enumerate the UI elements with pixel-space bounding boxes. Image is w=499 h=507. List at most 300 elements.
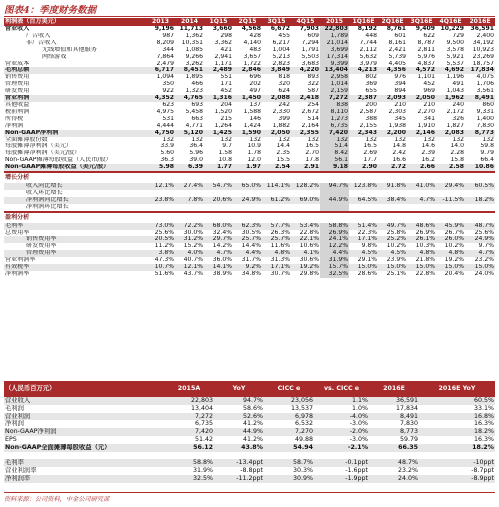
cell-value: 24.9% xyxy=(233,197,262,204)
cell-value: 48.6% xyxy=(407,223,436,230)
cell-value: 132 xyxy=(249,136,261,143)
cell-value: 2.90 xyxy=(349,164,378,172)
cell-value: 2,270 xyxy=(417,108,435,115)
header-period: 4Q15 xyxy=(291,18,320,26)
cell-value: 146 xyxy=(249,115,261,122)
cell-value: 204 xyxy=(220,101,232,108)
table-row xyxy=(4,40,495,47)
cell-value: 3,561 xyxy=(476,88,494,95)
cell-value xyxy=(407,204,436,212)
header-period: 2Q15 xyxy=(233,18,262,26)
cell-value: 31.7% xyxy=(241,257,261,264)
summary-cell-value: 94.7% xyxy=(214,397,264,405)
cell-value: 2,343 xyxy=(349,130,378,137)
table-row xyxy=(4,230,495,237)
cell-value: 4,692 xyxy=(436,67,465,74)
cell-value: 20.4% xyxy=(444,271,464,277)
cell-value: 4.4% xyxy=(233,250,262,257)
cell-value: 2,418 xyxy=(291,95,320,102)
summary-cell-value xyxy=(164,452,214,460)
cell-value: 132 xyxy=(278,136,290,143)
cell-value: 25.6% xyxy=(474,229,494,236)
cell-value: 51.4% xyxy=(349,223,378,230)
cell-value: 13,404 xyxy=(320,67,349,74)
summary-row-label: 营业收入 xyxy=(4,397,164,405)
summary-cell-value: 30.9% xyxy=(264,475,314,483)
summary-cell-value: 32.5% xyxy=(164,475,214,483)
cell-value: 1,520 xyxy=(214,108,232,115)
header-period: 2Q16E xyxy=(378,18,407,26)
cell-value: 2,355 xyxy=(291,130,320,137)
cell-value: 7.8% xyxy=(175,197,204,204)
cell-value: 91.8% xyxy=(378,183,407,190)
summary-cell-value: 52.6% xyxy=(214,413,264,421)
cell-value: 9.7 xyxy=(222,143,232,150)
cell-value: 655 xyxy=(365,88,377,95)
header-period: 2014 xyxy=(175,18,204,26)
cell-value: 9,500 xyxy=(446,39,464,46)
summary-cell-value: -1.9ppt xyxy=(314,475,369,483)
cell-value: 7,903 xyxy=(299,26,319,32)
cell-value: 1,400 xyxy=(476,115,494,122)
cell-value: 21,014 xyxy=(320,40,349,47)
cell-value: 497 xyxy=(249,88,261,95)
cell-value: 3,699 xyxy=(320,47,349,54)
cell-value: 922 xyxy=(162,88,174,95)
cell-value: 5,503 xyxy=(301,53,319,60)
cell-value: 12.1% xyxy=(175,264,204,271)
cell-value: 210 xyxy=(394,101,406,108)
cell-value: 1,450 xyxy=(233,95,262,102)
table-row xyxy=(4,54,495,61)
summary-cell-value: 13,404 xyxy=(190,404,213,412)
cell-value: 696 xyxy=(249,74,261,81)
cell-value: 6,217 xyxy=(272,39,290,46)
section-heading-row xyxy=(4,212,495,223)
table-header-row xyxy=(4,18,495,26)
row-label: 营业利润率 xyxy=(5,257,36,264)
summary-cell-value: 30.3% xyxy=(292,467,313,475)
cell-value: 10,229 xyxy=(440,26,464,32)
cell-value: 19.2% xyxy=(444,257,464,264)
cell-value: 4,771 xyxy=(185,122,203,129)
cell-value: 36.4 xyxy=(189,143,203,150)
table-row xyxy=(4,81,495,88)
cell-value: 8,773 xyxy=(465,130,495,137)
row-label: 全面摊薄股份数 xyxy=(5,136,48,143)
cell-value xyxy=(436,190,465,197)
summary-cell-value: 18.2% xyxy=(419,428,495,436)
table-row xyxy=(4,190,495,197)
row-label: 网络游戏 xyxy=(42,53,67,60)
row-label: 有效税率 xyxy=(4,264,146,271)
summary-cell-value: -4.0% xyxy=(314,413,369,421)
cell-value: 11,713 xyxy=(179,26,203,32)
header-period: 1Q16E xyxy=(349,18,378,26)
cell-value: 15.0% xyxy=(407,264,436,271)
cell-value: 15.0% xyxy=(436,264,465,271)
summary-cell-value: 18.2% xyxy=(419,444,495,452)
cell-value: 3,660 xyxy=(212,26,232,32)
summary-cell-value: -2.1% xyxy=(314,444,369,452)
cell-value: 4.4% xyxy=(320,250,349,257)
cell-value: 1,043 xyxy=(446,88,464,95)
cell-value xyxy=(291,204,320,212)
cell-value xyxy=(320,204,349,212)
cell-value: 114.1% xyxy=(262,183,291,190)
summary-cell-value: 41.2% xyxy=(242,420,263,428)
summary-cell-value: 41.2% xyxy=(242,435,263,443)
cell-value: 514 xyxy=(307,115,319,122)
cell-value: 6,717 xyxy=(146,67,175,74)
cell-value: 51.4 xyxy=(320,143,349,150)
cell-value: 2.66 xyxy=(407,164,436,172)
summary-row xyxy=(4,452,495,460)
cell-value: 2.35 xyxy=(276,150,290,157)
cell-value xyxy=(349,204,378,212)
summary-cell-value: 7,270 xyxy=(264,428,314,436)
summary-cell-value: 24.0% xyxy=(369,475,419,483)
table-row xyxy=(4,243,495,250)
cell-value: 2,387 xyxy=(349,95,378,102)
cell-value: 11.6% xyxy=(270,243,290,250)
cell-value: 23.9% xyxy=(386,257,406,264)
summary-row xyxy=(4,428,495,436)
cell-value: 2,088 xyxy=(262,95,291,102)
table-row xyxy=(4,164,495,172)
cell-value: 622 xyxy=(423,32,435,39)
cell-value: 1,316 xyxy=(204,95,233,102)
cell-value xyxy=(378,190,407,197)
cell-value: 987 xyxy=(162,32,174,39)
cell-value: 3,657 xyxy=(243,53,261,60)
summary-header-col: 2015A xyxy=(164,381,214,397)
cell-value xyxy=(233,190,262,197)
cell-value: 1,791 xyxy=(301,46,319,53)
cell-value: 15.0% xyxy=(378,264,407,271)
summary-cell-value: 59.79 xyxy=(399,435,418,443)
cell-value: 58.8% xyxy=(320,223,349,230)
summary-cell-value: 7,272 xyxy=(164,413,214,421)
cell-value xyxy=(349,190,378,197)
cell-value: 6,735 xyxy=(320,123,349,130)
row-label: 收入环比增长 xyxy=(26,189,63,196)
cell-value: 2.39 xyxy=(421,150,435,157)
source-note: 资料来源：公司资料，中金公司研究部 xyxy=(4,496,110,503)
cell-value: 551 xyxy=(220,74,232,81)
cell-value: 2,672 xyxy=(301,108,319,115)
cell-value: 5,976 xyxy=(417,53,435,60)
cell-value: 29.1% xyxy=(357,257,377,264)
cell-value: 4.0% xyxy=(175,250,204,257)
cell-value: 24.0% xyxy=(474,271,494,277)
cell-value: 132 xyxy=(191,136,203,143)
page-title: 图表4：季度财务数据 xyxy=(4,5,97,16)
cell-value: 7,420 xyxy=(320,130,349,137)
summary-cell-value: -10ppt xyxy=(419,459,495,467)
summary-cell-value xyxy=(264,452,314,460)
cell-value: 15.0% xyxy=(465,264,495,271)
cell-value: 200 xyxy=(365,101,377,108)
cell-value: 14.4 xyxy=(276,143,290,150)
cell-value: 9.2% xyxy=(233,264,262,271)
summary-header-row xyxy=(4,381,495,397)
title-rule xyxy=(4,16,495,17)
cell-value: 1,588 xyxy=(243,108,261,115)
cell-value: 45.9% xyxy=(436,223,465,230)
cell-value: 11.2% xyxy=(154,243,174,250)
table-row xyxy=(4,271,495,278)
table-row xyxy=(4,67,495,74)
row-label: 营业利润 xyxy=(4,95,146,102)
cell-value: 623 xyxy=(162,101,174,108)
summary-cell-value: -8.8ppt xyxy=(240,467,263,475)
cell-value xyxy=(436,204,465,212)
summary-row xyxy=(4,420,495,428)
cell-value: 4.7% xyxy=(407,197,436,204)
row-label: 税前利润 xyxy=(5,108,30,115)
cell-value: 2,846 xyxy=(233,67,262,74)
cell-value xyxy=(407,190,436,197)
summary-cell-value: 8,773 xyxy=(369,428,419,436)
cell-value xyxy=(204,190,233,197)
section-heading-row xyxy=(4,172,495,183)
cell-value: 29.7% xyxy=(204,236,233,243)
cell-value: 12.2% xyxy=(320,243,349,250)
cell-value: 1,962 xyxy=(436,95,465,102)
table-row xyxy=(4,88,495,95)
cell-value: 242 xyxy=(278,101,290,108)
cell-value: 5,632 xyxy=(359,53,377,60)
cell-value: 68.0% xyxy=(204,223,233,230)
cell-value: 24.1% xyxy=(320,236,349,243)
cell-value: 23.8% xyxy=(146,197,175,204)
cell-value: 7,272 xyxy=(320,95,349,102)
cell-value: 14.1% xyxy=(204,264,233,271)
cell-value: 56.1 xyxy=(320,157,349,164)
summary-row xyxy=(4,475,495,483)
cell-value: 38.4% xyxy=(378,197,407,204)
cell-value: 9,266 xyxy=(185,53,203,60)
cell-value: 1,273 xyxy=(320,116,349,123)
table-row xyxy=(4,33,495,40)
cell-value: 9.18 xyxy=(320,164,349,172)
cell-value: 8,192 xyxy=(357,26,377,32)
summary-cell-value: 43.8% xyxy=(214,444,264,452)
cell-value: 2.72 xyxy=(378,164,407,172)
cell-value: 394 xyxy=(394,81,406,88)
annual-summary-table xyxy=(4,381,495,483)
row-label: 每股摊薄净利润（美元） xyxy=(5,143,73,150)
summary-cell-value: 16.3% xyxy=(473,435,494,443)
cell-value: 132 xyxy=(423,136,435,143)
cell-value: 10.2% xyxy=(386,243,406,250)
cell-value: 24.9% xyxy=(465,236,495,243)
cell-value: 94.7% xyxy=(320,183,349,190)
cell-value: 31.9% xyxy=(320,257,349,264)
cell-value: 5.96 xyxy=(189,150,203,157)
cell-value: 14.0 xyxy=(450,143,464,150)
row-label: 收入同比增长 xyxy=(4,183,146,190)
cell-value: 132 xyxy=(307,136,319,143)
cell-value: 132 xyxy=(365,136,377,143)
summary-cell-value: 22,803 xyxy=(164,397,214,405)
cell-value: 2,587 xyxy=(359,108,377,115)
cell-value: 34,192 xyxy=(472,39,494,46)
summary-cell-value: 58.6% xyxy=(242,404,263,412)
cell-value: 17,834 xyxy=(465,67,495,74)
summary-row-label: Non-GAAP净利润 xyxy=(4,428,164,436)
cell-value: 51.6% xyxy=(154,271,174,277)
cell-value xyxy=(204,204,233,212)
table-row xyxy=(4,95,495,102)
cell-value: 9,409 xyxy=(415,26,435,32)
summary-cell-value xyxy=(214,452,264,460)
cell-value: 36.0% xyxy=(212,257,232,264)
header-period: 2015 xyxy=(320,18,349,26)
table-row xyxy=(4,183,495,190)
cell-value: 1,590 xyxy=(233,130,262,137)
summary-header-col: CICC e xyxy=(264,381,314,397)
quarterly-financial-table xyxy=(4,18,495,278)
summary-cell-value: 48.7% xyxy=(369,459,419,467)
table-row xyxy=(4,223,495,230)
cell-value: 8.42 xyxy=(320,150,349,157)
cell-value: 22.8% xyxy=(415,271,435,277)
table-row xyxy=(4,150,495,157)
row-label: 总费用率 xyxy=(5,229,30,236)
row-label: Non-GAAP摊薄每股收益（人民币/股） xyxy=(5,157,112,164)
row-label: 研发费用率 xyxy=(26,243,57,250)
cell-value: 3.8% xyxy=(146,250,175,257)
cell-value: 29.8% xyxy=(299,271,319,277)
cell-value: 26.7% xyxy=(444,229,464,236)
table-row xyxy=(4,116,495,123)
cell-value: 53.4% xyxy=(291,223,320,230)
cell-value: 16.5 xyxy=(305,143,319,150)
cell-value: 9.8% xyxy=(361,243,377,250)
cell-value: 3,683 xyxy=(301,60,319,67)
cell-value: 202 xyxy=(249,81,261,88)
cell-value: 860 xyxy=(482,101,494,108)
cell-value: 12.1% xyxy=(146,183,175,190)
row-label: 毛利率 xyxy=(4,223,146,230)
cell-value: 4,356 xyxy=(378,67,407,74)
cell-value: 4,213 xyxy=(349,67,378,74)
cell-value: 2.69 xyxy=(363,150,377,157)
table-row xyxy=(4,47,495,54)
table-row xyxy=(4,250,495,257)
cell-value: 4.1% xyxy=(291,250,320,257)
cell-value: 1,323 xyxy=(185,88,203,95)
summary-cell-value xyxy=(314,452,369,460)
cell-value: 7,864 xyxy=(156,53,174,60)
cell-value: 2.91 xyxy=(291,164,320,172)
cell-value: 240 xyxy=(452,101,464,108)
summary-row-label: EPS xyxy=(5,435,17,443)
cell-value: 5,537 xyxy=(446,60,464,67)
cell-value: 428 xyxy=(249,32,261,39)
cell-value: 10.6% xyxy=(299,243,319,250)
cell-value: 609 xyxy=(307,32,319,39)
row-label: 净利润率 xyxy=(5,271,30,277)
cell-value: 17.8 xyxy=(305,157,319,164)
cell-value: 18,757 xyxy=(472,60,494,67)
table-row xyxy=(4,123,495,130)
cell-value: 48.7% xyxy=(465,223,495,230)
row-label: 销售费用 xyxy=(5,74,30,81)
cell-value: 8,787 xyxy=(417,39,435,46)
cell-value: 4,837 xyxy=(417,60,435,67)
summary-cell-value: 23.2% xyxy=(397,467,418,475)
cell-value: 16.2 xyxy=(421,157,435,164)
cell-value: 26.9% xyxy=(320,230,349,237)
cell-value: 30.5% xyxy=(241,229,261,236)
cell-value: 26.3% xyxy=(270,229,290,236)
table-row xyxy=(4,130,495,137)
cell-value: 9,399 xyxy=(320,61,349,68)
summary-cell-value: -3.0% xyxy=(349,420,368,428)
summary-cell-value: 60.5% xyxy=(419,397,495,405)
cell-value: 65.0% xyxy=(233,183,262,190)
cell-value: 15.7% xyxy=(320,264,349,271)
cell-value: 369 xyxy=(365,81,377,88)
cell-value: 448 xyxy=(365,32,377,39)
summary-cell-value xyxy=(419,452,495,460)
summary-cell-value: 58.8% xyxy=(164,459,214,467)
cell-value: 5,458 xyxy=(185,108,203,115)
summary-cell-value: 54.94 xyxy=(264,444,314,452)
cell-value: 31.2% xyxy=(175,236,204,243)
cell-value: 47.3% xyxy=(154,257,174,264)
cell-value: 10.2% xyxy=(444,243,464,250)
cell-value: 399 xyxy=(278,115,290,122)
header-label: 利润表（百万美元） xyxy=(4,18,146,26)
cell-value: 123.8% xyxy=(349,183,378,190)
summary-cell-value: -3.0% xyxy=(349,435,368,443)
cell-value: 15.5 xyxy=(276,157,290,164)
cell-value: 8,451 xyxy=(175,67,204,74)
cell-value: 587 xyxy=(307,88,319,95)
cell-value: 26.1% xyxy=(407,236,436,243)
cell-value: 66.4 xyxy=(480,157,494,164)
cell-value: 2,489 xyxy=(204,67,233,74)
cell-value: 663 xyxy=(191,115,203,122)
header-period: 3Q15 xyxy=(262,18,291,26)
cell-value: 2.42 xyxy=(392,150,406,157)
cell-value: 10.8 xyxy=(218,157,232,164)
cell-value: 2,050 xyxy=(262,130,291,137)
cell-value xyxy=(146,190,175,197)
cell-value: 4.5% xyxy=(349,250,378,257)
cell-value: 39.0 xyxy=(189,157,203,164)
summary-cell-value: -0.1ppt xyxy=(314,459,369,467)
cell-value: 14.8 xyxy=(392,143,406,150)
cell-value: 33.9 xyxy=(160,143,174,150)
cell-value: 25.7% xyxy=(262,236,291,243)
row-label: 其他收益 xyxy=(5,101,30,108)
cell-value: 2,093 xyxy=(378,95,407,102)
cell-value: 61.2% xyxy=(262,197,291,204)
cell-value: 30.6% xyxy=(299,257,319,264)
cell-value: 601 xyxy=(394,32,406,39)
cell-value: 14.6 xyxy=(421,143,435,150)
cell-value: 1.97 xyxy=(233,164,262,172)
cell-value: 3,362 xyxy=(214,39,232,46)
cell-value: 9,331 xyxy=(476,108,494,115)
row-label: 每股摊薄净利润（美元/股） xyxy=(5,150,81,157)
cell-value: 1,882 xyxy=(272,122,290,129)
